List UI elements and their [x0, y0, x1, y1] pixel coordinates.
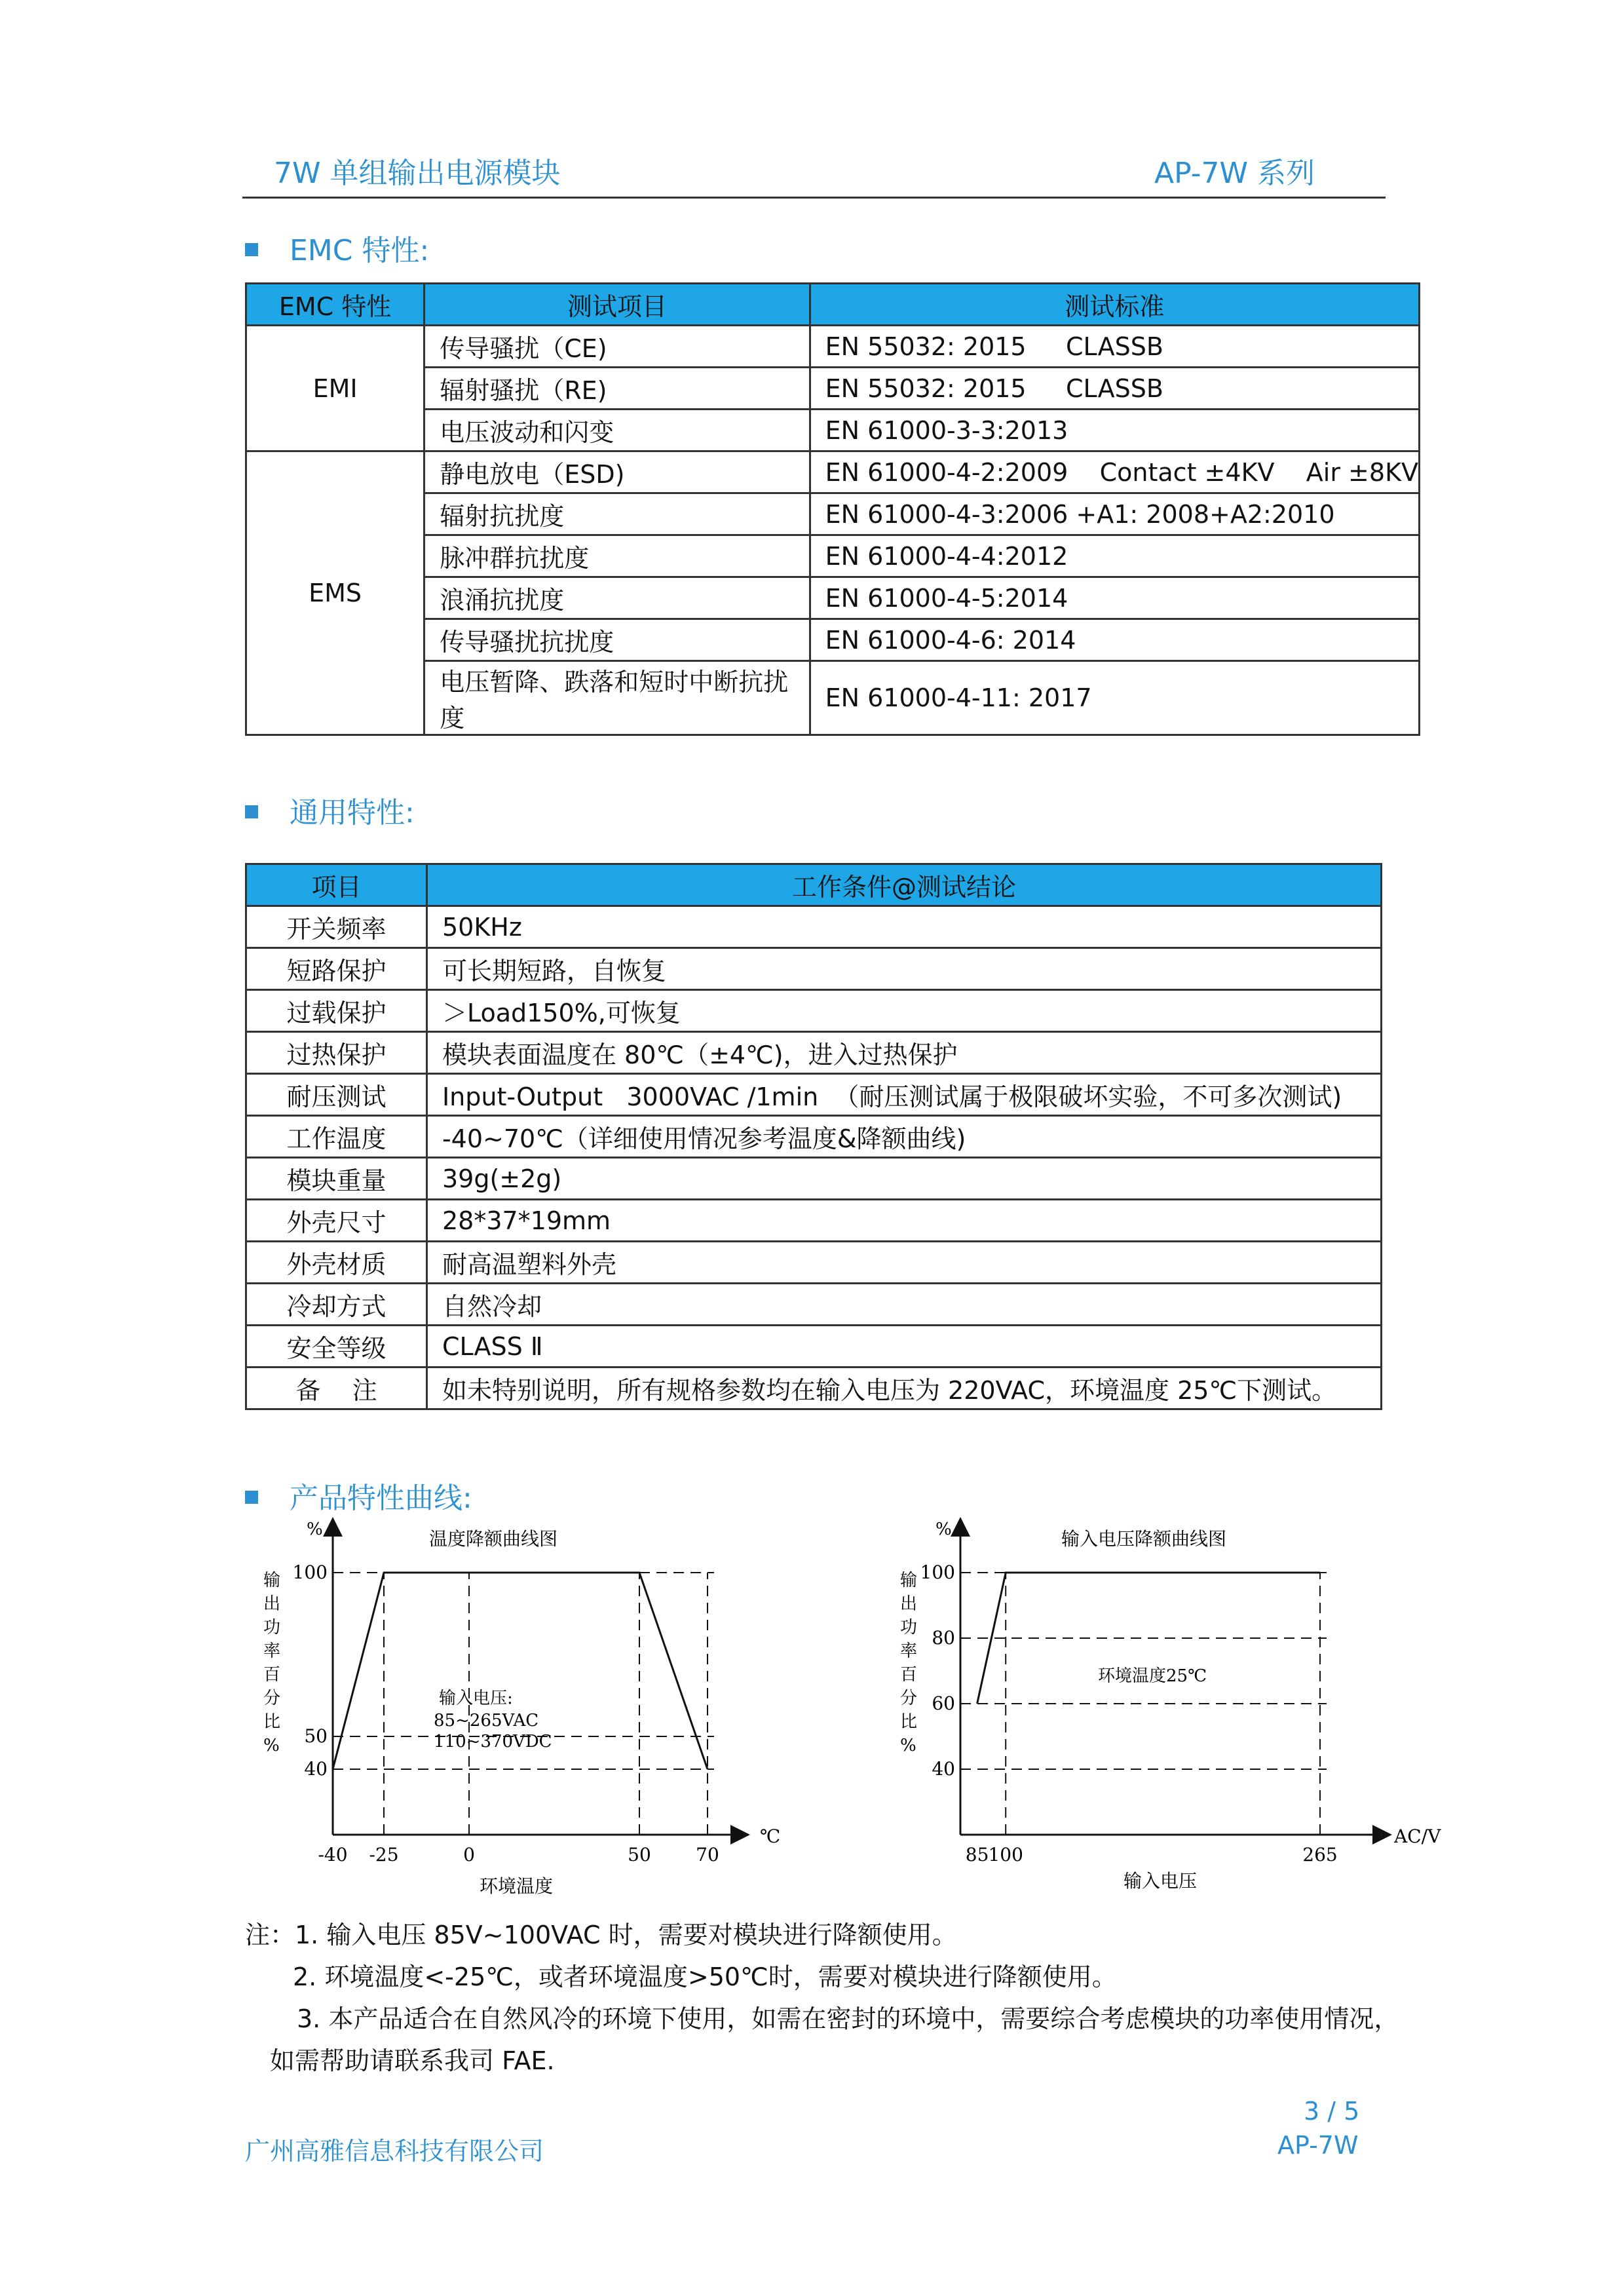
y-unit: %: [307, 1520, 323, 1539]
emc-standard: EN 61000-4-3:2006 +A1: 2008+A2:2010: [810, 493, 1419, 535]
emc-standard: EN 61000-4-2:2009 Contact ±4KV Air ±8KV: [810, 451, 1419, 493]
emc-item: 浪涌抗扰度: [425, 577, 810, 619]
annotation-line: 110~370VDC: [434, 1732, 552, 1751]
emc-table: [245, 282, 1420, 736]
y-tick-label: 50: [304, 1725, 328, 1747]
table-row: [246, 1368, 1382, 1409]
y-tick-label: 80: [932, 1627, 955, 1649]
table-row: [246, 1326, 1382, 1368]
x-tick-label: 100: [988, 1844, 1023, 1866]
emc-item: 电压波动和闪变: [425, 410, 810, 451]
emc-standard: EN 55032: 2015 CLASSB: [810, 368, 1419, 410]
header-divider: [242, 197, 1386, 199]
emc-standard: EN 61000-4-11: 2017: [810, 661, 1419, 735]
y-label-char: 出: [263, 1594, 281, 1614]
emc-item: 辐射骚扰（RE): [425, 368, 810, 410]
emc-item: 辐射抗扰度: [425, 493, 810, 535]
spec-value: Input-Output 3000VAC /1min （耐压测试属于极限破坏实验，不可多次测试): [426, 1074, 1381, 1116]
x-tick-label: 70: [696, 1844, 719, 1866]
emc-col-header: 测试标准: [810, 284, 1419, 326]
spec-key: 外壳材质: [246, 1242, 427, 1284]
spec-value: 可长期短路，自恢复: [426, 948, 1381, 990]
y-label-char: 输: [263, 1571, 281, 1590]
y-tick-label: 40: [304, 1758, 328, 1780]
spec-key: 模块重量: [246, 1158, 427, 1200]
curves-section-title: 产品特性曲线:: [290, 1482, 472, 1515]
emc-standard: EN 61000-3-3:2013: [810, 410, 1419, 451]
annotation-line: 85~265VAC: [434, 1711, 539, 1731]
spec-key: 短路保护: [246, 948, 427, 990]
y-label-char: %: [900, 1736, 916, 1755]
table-row: [246, 1116, 1382, 1158]
chart-title: 输入电压降额曲线图: [1061, 1528, 1227, 1550]
table-row: [246, 1200, 1382, 1242]
bullet-square-icon: [245, 243, 258, 256]
bullet-square-icon: [245, 805, 258, 818]
page-number: 3 / 5: [1304, 2097, 1360, 2126]
y-label-char: 功: [900, 1618, 918, 1637]
grid-lines: [960, 1573, 1327, 1835]
emc-item: 静电放电（ESD): [425, 451, 810, 493]
spec-value: 28*37*19mm: [426, 1200, 1381, 1242]
spec-key: 过热保护: [246, 1032, 427, 1074]
footer-model: AP-7W: [1277, 2131, 1359, 2160]
x-unit: ℃: [760, 1826, 781, 1847]
spec-value: 如未特别说明，所有规格参数均在输入电压为 220VAC，环境温度 25℃下测试。: [426, 1368, 1381, 1409]
y-tick-label: 100: [292, 1561, 328, 1583]
emc-section-heading: [245, 227, 429, 269]
emc-item: 电压暂降、跌落和短时中断抗扰度: [425, 661, 810, 735]
emc-item: 传导骚扰抗扰度: [425, 619, 810, 661]
chart-annotation: 环境温度25℃: [1098, 1666, 1207, 1686]
x-axis-label: 环境温度: [480, 1875, 554, 1897]
table-row: [246, 1074, 1382, 1116]
input-voltage-derating-chart: [884, 1507, 1474, 1900]
emc-section-title: EMC 特性:: [290, 234, 430, 267]
note-line: 3. 本产品适合在自然风冷的环境下使用，如需在密封的环境中，需要综合考虑模块的功率使用情况，: [297, 2004, 1399, 2033]
x-tick-label: 0: [463, 1844, 475, 1866]
spec-value: -40~70℃（详细使用情况参考温度&降额曲线): [426, 1116, 1381, 1158]
spec-key: 外壳尺寸: [246, 1200, 427, 1242]
y-axis-label: [263, 1571, 280, 1755]
general-section-heading: [245, 789, 415, 831]
note-line: 注：1. 输入电压 85V~100VAC 时，需要对模块进行降额使用。: [245, 1921, 957, 1949]
x-tick-label: 85: [965, 1844, 989, 1866]
general-table: [245, 863, 1382, 1410]
spec-value: CLASS Ⅱ: [426, 1326, 1381, 1368]
table-row: [246, 906, 1382, 948]
y-label-char: 百: [900, 1665, 918, 1685]
table-row: [246, 326, 1420, 368]
annotation-line: 输入电压:: [439, 1689, 513, 1708]
y-label-char: 比: [900, 1712, 918, 1732]
spec-value: 50KHz: [426, 906, 1381, 948]
spec-key: 安全等级: [246, 1326, 427, 1368]
note-line: 2. 环境温度<-25℃，或者环境温度>50℃时，需要对模块进行降额使用。: [293, 1962, 1117, 1991]
y-label-char: 出: [900, 1594, 918, 1614]
x-tick-label: 50: [628, 1844, 651, 1866]
y-tick-label: 100: [920, 1561, 955, 1583]
emc-col-header: 测试项目: [425, 284, 810, 326]
table-row: [246, 948, 1382, 990]
general-col-header: 工作条件@测试结论: [426, 864, 1381, 906]
y-label-char: 率: [900, 1641, 918, 1661]
y-label-char: 分: [263, 1689, 281, 1708]
x-tick-label: -25: [369, 1844, 399, 1866]
spec-key: 冷却方式: [246, 1284, 427, 1326]
spec-key: 开关频率: [246, 906, 427, 948]
grid-lines: [333, 1573, 714, 1835]
series-label: AP-7W 系列: [1154, 157, 1315, 190]
spec-value: 耐高温塑料外壳: [426, 1242, 1381, 1284]
y-axis-label: [900, 1571, 917, 1755]
spec-value: 自然冷却: [426, 1284, 1381, 1326]
tick-labels: [920, 1561, 1338, 1866]
note-line: 如需帮助请联系我司 FAE.: [270, 2046, 555, 2075]
emc-group-emi: EMI: [246, 326, 425, 451]
spec-key: 工作温度: [246, 1116, 427, 1158]
spec-value: 模块表面温度在 80℃（±4℃)，进入过热保护: [426, 1032, 1381, 1074]
table-row: [246, 1284, 1382, 1326]
y-tick-label: 60: [932, 1693, 955, 1714]
y-label-char: 百: [263, 1665, 281, 1685]
table-row: [246, 451, 1420, 493]
table-row: [246, 1242, 1382, 1284]
spec-key: 耐压测试: [246, 1074, 427, 1116]
y-label-char: %: [263, 1736, 280, 1755]
x-tick-label: -40: [318, 1844, 348, 1866]
chart-annotation: [434, 1689, 552, 1751]
emc-group-ems: EMS: [246, 451, 425, 735]
y-label-char: 功: [263, 1618, 281, 1637]
general-col-header: 项目: [246, 864, 427, 906]
general-section-title: 通用特性:: [290, 796, 415, 830]
emc-standard: EN 61000-4-4:2012: [810, 535, 1419, 577]
emc-item: 传导骚扰（CE): [425, 326, 810, 368]
emc-col-header: EMC 特性: [246, 284, 425, 326]
table-row: [246, 1032, 1382, 1074]
emc-standard: EN 61000-4-5:2014: [810, 577, 1419, 619]
x-axis-label: 输入电压: [1124, 1870, 1198, 1892]
spec-key: 过载保护: [246, 990, 427, 1032]
y-unit: %: [935, 1520, 952, 1539]
y-label-char: 分: [900, 1689, 918, 1708]
document-title: 7W 单组输出电源模块: [274, 157, 561, 190]
emc-standard: EN 61000-4-6: 2014: [810, 619, 1419, 661]
x-tick-label: 265: [1302, 1844, 1338, 1866]
company-name: 广州高雅信息科技有限公司: [245, 2137, 544, 2166]
spec-value: ＞Load150%,可恢复: [426, 990, 1381, 1032]
table-row: [246, 990, 1382, 1032]
emc-item: 脉冲群抗扰度: [425, 535, 810, 577]
y-label-char: 比: [263, 1712, 281, 1732]
spec-value: 39g(±2g): [426, 1158, 1381, 1200]
y-tick-label: 40: [932, 1758, 955, 1780]
emc-standard: EN 55032: 2015 CLASSB: [810, 326, 1419, 368]
table-row: [246, 1158, 1382, 1200]
spec-key: 备 注: [246, 1368, 427, 1409]
y-label-char: 率: [263, 1641, 281, 1661]
bullet-square-icon: [245, 1491, 258, 1504]
chart-title: 温度降额曲线图: [429, 1528, 558, 1550]
temperature-derating-chart: [249, 1507, 825, 1900]
x-unit: AC/V: [1394, 1826, 1441, 1847]
y-label-char: 输: [900, 1571, 918, 1590]
